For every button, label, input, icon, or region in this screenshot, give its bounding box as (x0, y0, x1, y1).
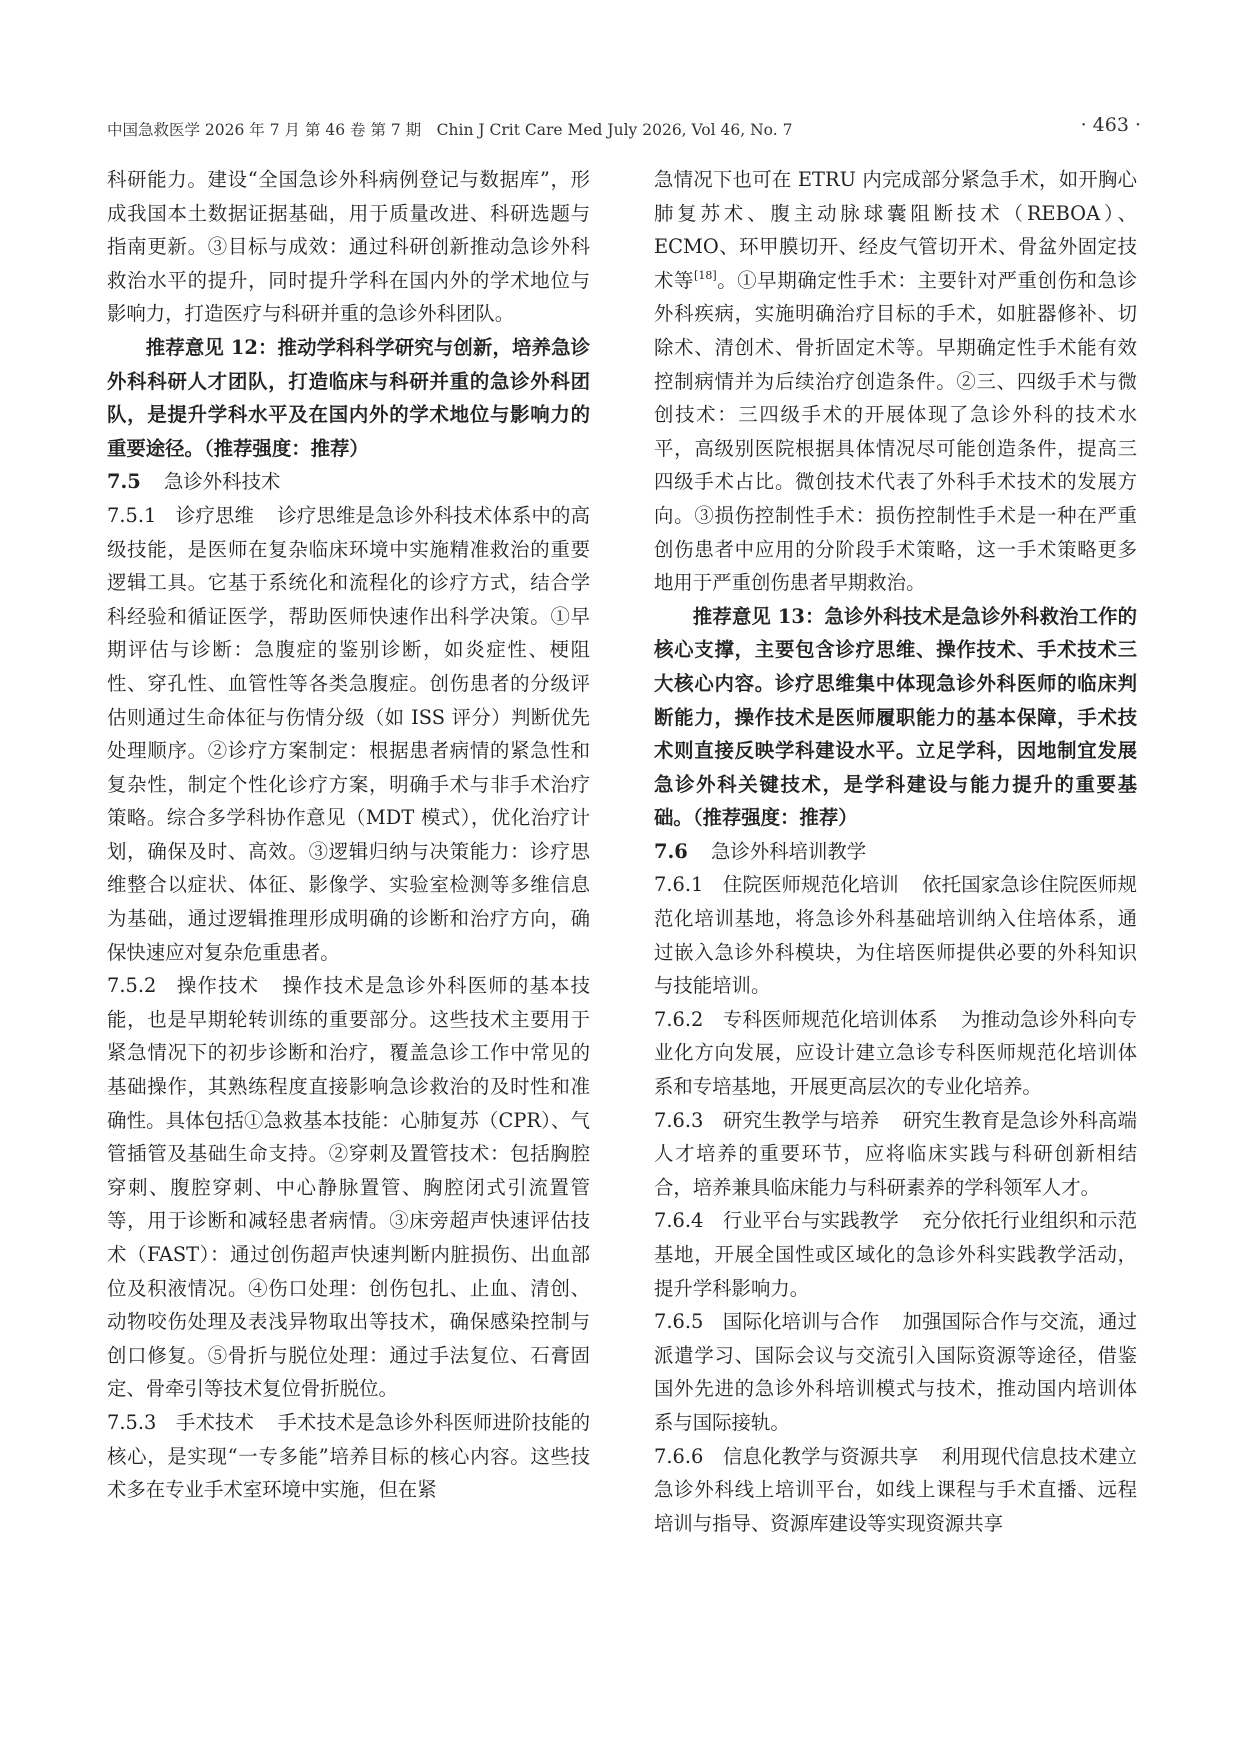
subsection-number: 7.6.2 (654, 1007, 704, 1031)
subsection-text: 研究生教育是急诊外科高端人才培养的重要环节，应将临床实践与科研创新相结合，培养兼具临床能力与科研素养的学科领军人才。 (654, 1108, 1138, 1199)
subsection-7-5-2 (107, 969, 590, 1406)
subsection-7-5-1 (107, 499, 590, 969)
subsection-7-6-1 (654, 868, 1137, 1002)
subsection-7-6-4 (654, 1204, 1137, 1305)
subsection-text: 加强国际合作与交流，通过派遣学习、国际会议与交流引入国际资源等途径，借鉴国外先进的急诊外科培训模式与技术，推动国内培训体系与国际接轨。 (654, 1310, 1138, 1434)
section-number: 7.6 (654, 839, 688, 863)
subsection-7-6-6 (654, 1440, 1137, 1541)
subsection-title: 信息化教学与资源共享 (722, 1444, 919, 1468)
section-heading-7-6 (654, 835, 1137, 869)
section-heading-7-5 (107, 465, 590, 499)
subsection-title: 国际化培训与合作 (722, 1310, 880, 1334)
paragraph (654, 163, 1137, 600)
paragraph: 科研能力。建设“全国急诊外科病例登记与数据库”，形成我国本土数据证据基础，用于质量改进、科研选题与指南更新。③目标与成效：通过科研创新推动急诊外科救治水平的提升，同时提升学科在国内外的学术地位与影响力，打造医疗与科研并重的急诊外科团队。 (107, 168, 590, 326)
subsection-number: 7.6.1 (654, 873, 704, 897)
subsection-text: 诊疗思维是急诊外科技术体系中的高级技能，是医师在复杂临床环境中实施精准救治的重要逻辑工具。它基于系统化和流程化的诊疗方式，结合学科经验和循证医学，帮助医师快速作出科学决策。①早期评估与诊断：急腹症的鉴别诊断，如炎症性、梗阻性、穿孔性、血管性等各类急腹症。创伤患者的分级评估则通过生命体征与伤情分级（如 ISS 评分）判断优先处理顺序。②诊疗方案制定：根据患者病情的紧急性和复杂性，制定个性化诊疗方案，明确手术与非手术治疗策略。综合多学科协作意见（MDT 模式），优化治疗计划，确保及时、高效。③逻辑归纳与决策能力：诊疗思维整合以症状、体征、影像学、实验室检测等多维信息为基础，通过逻辑推理形成明确的诊断和治疗方向，确保快速应对复杂危重患者。 (107, 503, 590, 964)
right-column (654, 163, 1137, 1540)
paragraph-text: 急情况下也可在 ETRU 内完成部分紧急手术，如开胸心肺复苏术、腹主动脉球囊阻断技术（REBOA）、ECMO、环甲膜切开、经皮气管切开术、骨盆外固定技术等 (654, 168, 1137, 292)
subsection-title: 手术技术 (175, 1410, 255, 1434)
subsection-7-6-5 (654, 1305, 1137, 1439)
subsection-title: 研究生教学与培养 (722, 1108, 880, 1132)
recommendation-12: 推荐意见 12：推动学科科学研究与创新，培养急诊外科科研人才团队，打造临床与科研并重的急诊外科团队，是提升学科水平及在国内外的学术地位与影响力的重要途径。（推荐强度：推荐） (107, 335, 590, 460)
subsection-number: 7.6.5 (654, 1310, 704, 1334)
page-number: · 463 · (1080, 114, 1141, 136)
subsection-number: 7.6.4 (654, 1209, 704, 1233)
subsection-number: 7.5.2 (107, 974, 157, 998)
citation-18: [18] (694, 268, 717, 282)
subsection-title: 操作技术 (175, 974, 260, 998)
subsection-number: 7.6.6 (654, 1444, 704, 1468)
subsection-7-6-2 (654, 1003, 1137, 1104)
subsection-7-5-3 (107, 1406, 590, 1507)
subsection-title: 诊疗思维 (175, 503, 255, 527)
left-column (107, 163, 590, 1507)
subsection-title: 行业平台与实践教学 (722, 1209, 899, 1233)
section-title: 急诊外科培训教学 (711, 839, 867, 863)
section-title: 急诊外科技术 (164, 470, 281, 494)
recommendation-13: 推荐意见 13：急诊外科技术是急诊外科救治工作的核心支撑，主要包含诊疗思维、操作技术、手术技术三大核心内容。诊疗思维集中体现急诊外科医师的临床判断能力，操作技术是医师履职能力的基本保障，手术技术则直接反映学科建设水平。立足学科，因地制宜发展急诊外科关键技术，是学科建设与能力提升的重要基础。（推荐强度：推荐） (654, 604, 1137, 830)
section-number: 7.5 (107, 470, 141, 494)
subsection-number: 7.5.1 (107, 503, 157, 527)
subsection-title: 专科医师规范化培训体系 (722, 1007, 938, 1031)
subsection-text: 手术技术是急诊外科医师进阶技能的核心，是实现“一专多能”培养目标的核心内容。这些技术多在专业手术室环境中实施，但在紧 (107, 1410, 590, 1502)
running-header (107, 112, 1141, 144)
paragraph-text: 。①早期确定性手术：主要针对严重创伤和急诊外科疾病，实施明确治疗目标的手术，如脏器修补、切除术、清创术、骨折固定术等。早期确定性手术能有效控制病情并为后续治疗创造条件。②三、四级手术与微创技术：三四级手术的开展体现了急诊外科的技术水平，高级别医院根据具体情况尽可能创造条件，提高三四级手术占比。微创技术代表了外科手术技术的发展方向。③损伤控制性手术：损伤控制性手术是一种在严重创伤患者中应用的分阶段手术策略，这一手术策略更多地用于严重创伤患者早期救治。 (654, 268, 1138, 595)
subsection-7-6-3 (654, 1104, 1137, 1205)
subsection-title: 住院医师规范化培训 (722, 873, 899, 897)
subsection-text: 操作技术是急诊外科医师的基本技能，也是早期轮转训练的重要部分。这些技术主要用于紧急情况下的初步诊断和治疗，覆盖急诊工作中常见的基础操作，其熟练程度直接影响急诊救治的及时性和准确性。具体包括①急救基本技能：心肺复苏（CPR）、气管插管及基础生命支持。②穿刺及置管技术：包括胸腔穿刺、腹腔穿刺、中心静脉置管、胸腔闭式引流置管等，用于诊断和减轻患者病情。③床旁超声快速评估技术（FAST）：通过创伤超声快速判断内脏损伤、出血部位及积液情况。④伤口处理：创伤包扎、止血、清创、动物咬伤处理及表浅异物取出等技术，确保感染控制与创口修复。⑤骨折与脱位处理：通过手法复位、石膏固定、骨牵引等技术复位骨折脱位。 (107, 974, 591, 1401)
subsection-number: 7.5.3 (107, 1410, 157, 1434)
subsection-text: 充分依托行业组织和示范基地，开展全国性或区域化的急诊外科实践教学活动，提升学科影响力。 (654, 1209, 1137, 1300)
journal-citation: 中国急救医学 2026 年 7 月 第 46 卷 第 7 期 Chin J Crit Care Med July 2026, Vol 46, No. 7 (107, 121, 793, 139)
subsection-text: 利用现代信息技术建立急诊外科线上培训平台，如线上课程与手术直播、远程培训与指导、资源库建设等实现资源共享 (654, 1444, 1138, 1535)
subsection-number: 7.6.3 (654, 1108, 704, 1132)
subsection-text: 为推动急诊外科向专业化方向发展，应设计建立急诊专科医师规范化培训体系和专培基地，开展更高层次的专业化培养。 (654, 1007, 1138, 1099)
subsection-text: 依托国家急诊住院医师规范化培训基地，将急诊外科基础培训纳入住培体系，通过嵌入急诊外科模块，为住培医师提供必要的外科知识与技能培训。 (654, 873, 1137, 998)
